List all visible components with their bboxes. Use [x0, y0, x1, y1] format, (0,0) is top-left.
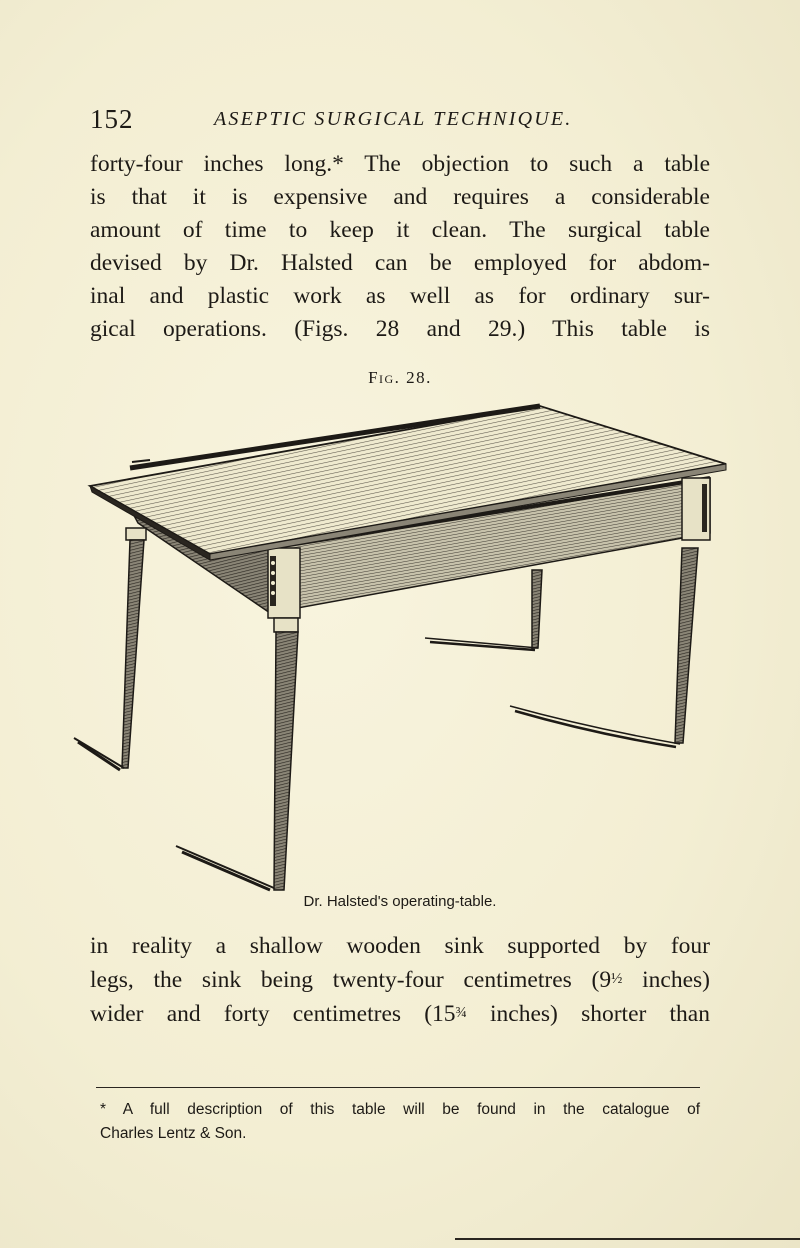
text-fragment: inches) shorter than [466, 1001, 710, 1027]
figure-label: Fig. 28. [368, 368, 432, 387]
operating-table-illustration [70, 398, 740, 898]
front-right-leg [176, 618, 298, 890]
text-line [90, 997, 710, 1031]
rear-corner-post [682, 478, 710, 540]
fraction: ½ [611, 971, 623, 987]
figure-caption: Dr. Halsted's operating-table. [303, 893, 497, 910]
text-fragment: legs, the sink being twenty-four centimetres (9 [90, 967, 612, 993]
paragraph-1 [90, 148, 710, 346]
fraction: ¾ [455, 1005, 467, 1021]
running-head: ASEPTIC SURGICAL TECHNIQUE. [214, 108, 573, 130]
footnote-line: Charles Lentz & Son. [100, 1125, 247, 1142]
text-line: amount of time to keep it clean. The surgical table [90, 217, 710, 243]
front-left-leg [74, 528, 146, 770]
text-line: forty-four inches long.* The objection to such a table [90, 151, 710, 177]
page-edge-line [455, 1238, 800, 1240]
text-fragment: wider and forty centimetres (15 [90, 1001, 456, 1027]
text-line: is that it is expensive and requires a considerable [90, 184, 710, 210]
text-fragment: inches) [622, 967, 710, 993]
text-line: devised by Dr. Halsted can be employed for abdom- [90, 250, 710, 276]
text-line: in reality a shallow wooden sink supported by four [90, 933, 710, 959]
text-line [90, 963, 710, 997]
text-line: gical operations. (Figs. 28 and 29.) This table is [90, 316, 710, 342]
footnote-line: * A full description of this table will be found in the catalogue of [100, 1101, 700, 1118]
paragraph-2 [90, 930, 710, 1031]
front-corner-post [268, 548, 300, 618]
page-number: 152 [90, 104, 134, 134]
footnote-rule [96, 1087, 700, 1088]
page-header [90, 102, 730, 136]
text-line: inal and plastic work as well as for ordinary sur- [90, 283, 710, 309]
footnote [100, 1098, 700, 1146]
